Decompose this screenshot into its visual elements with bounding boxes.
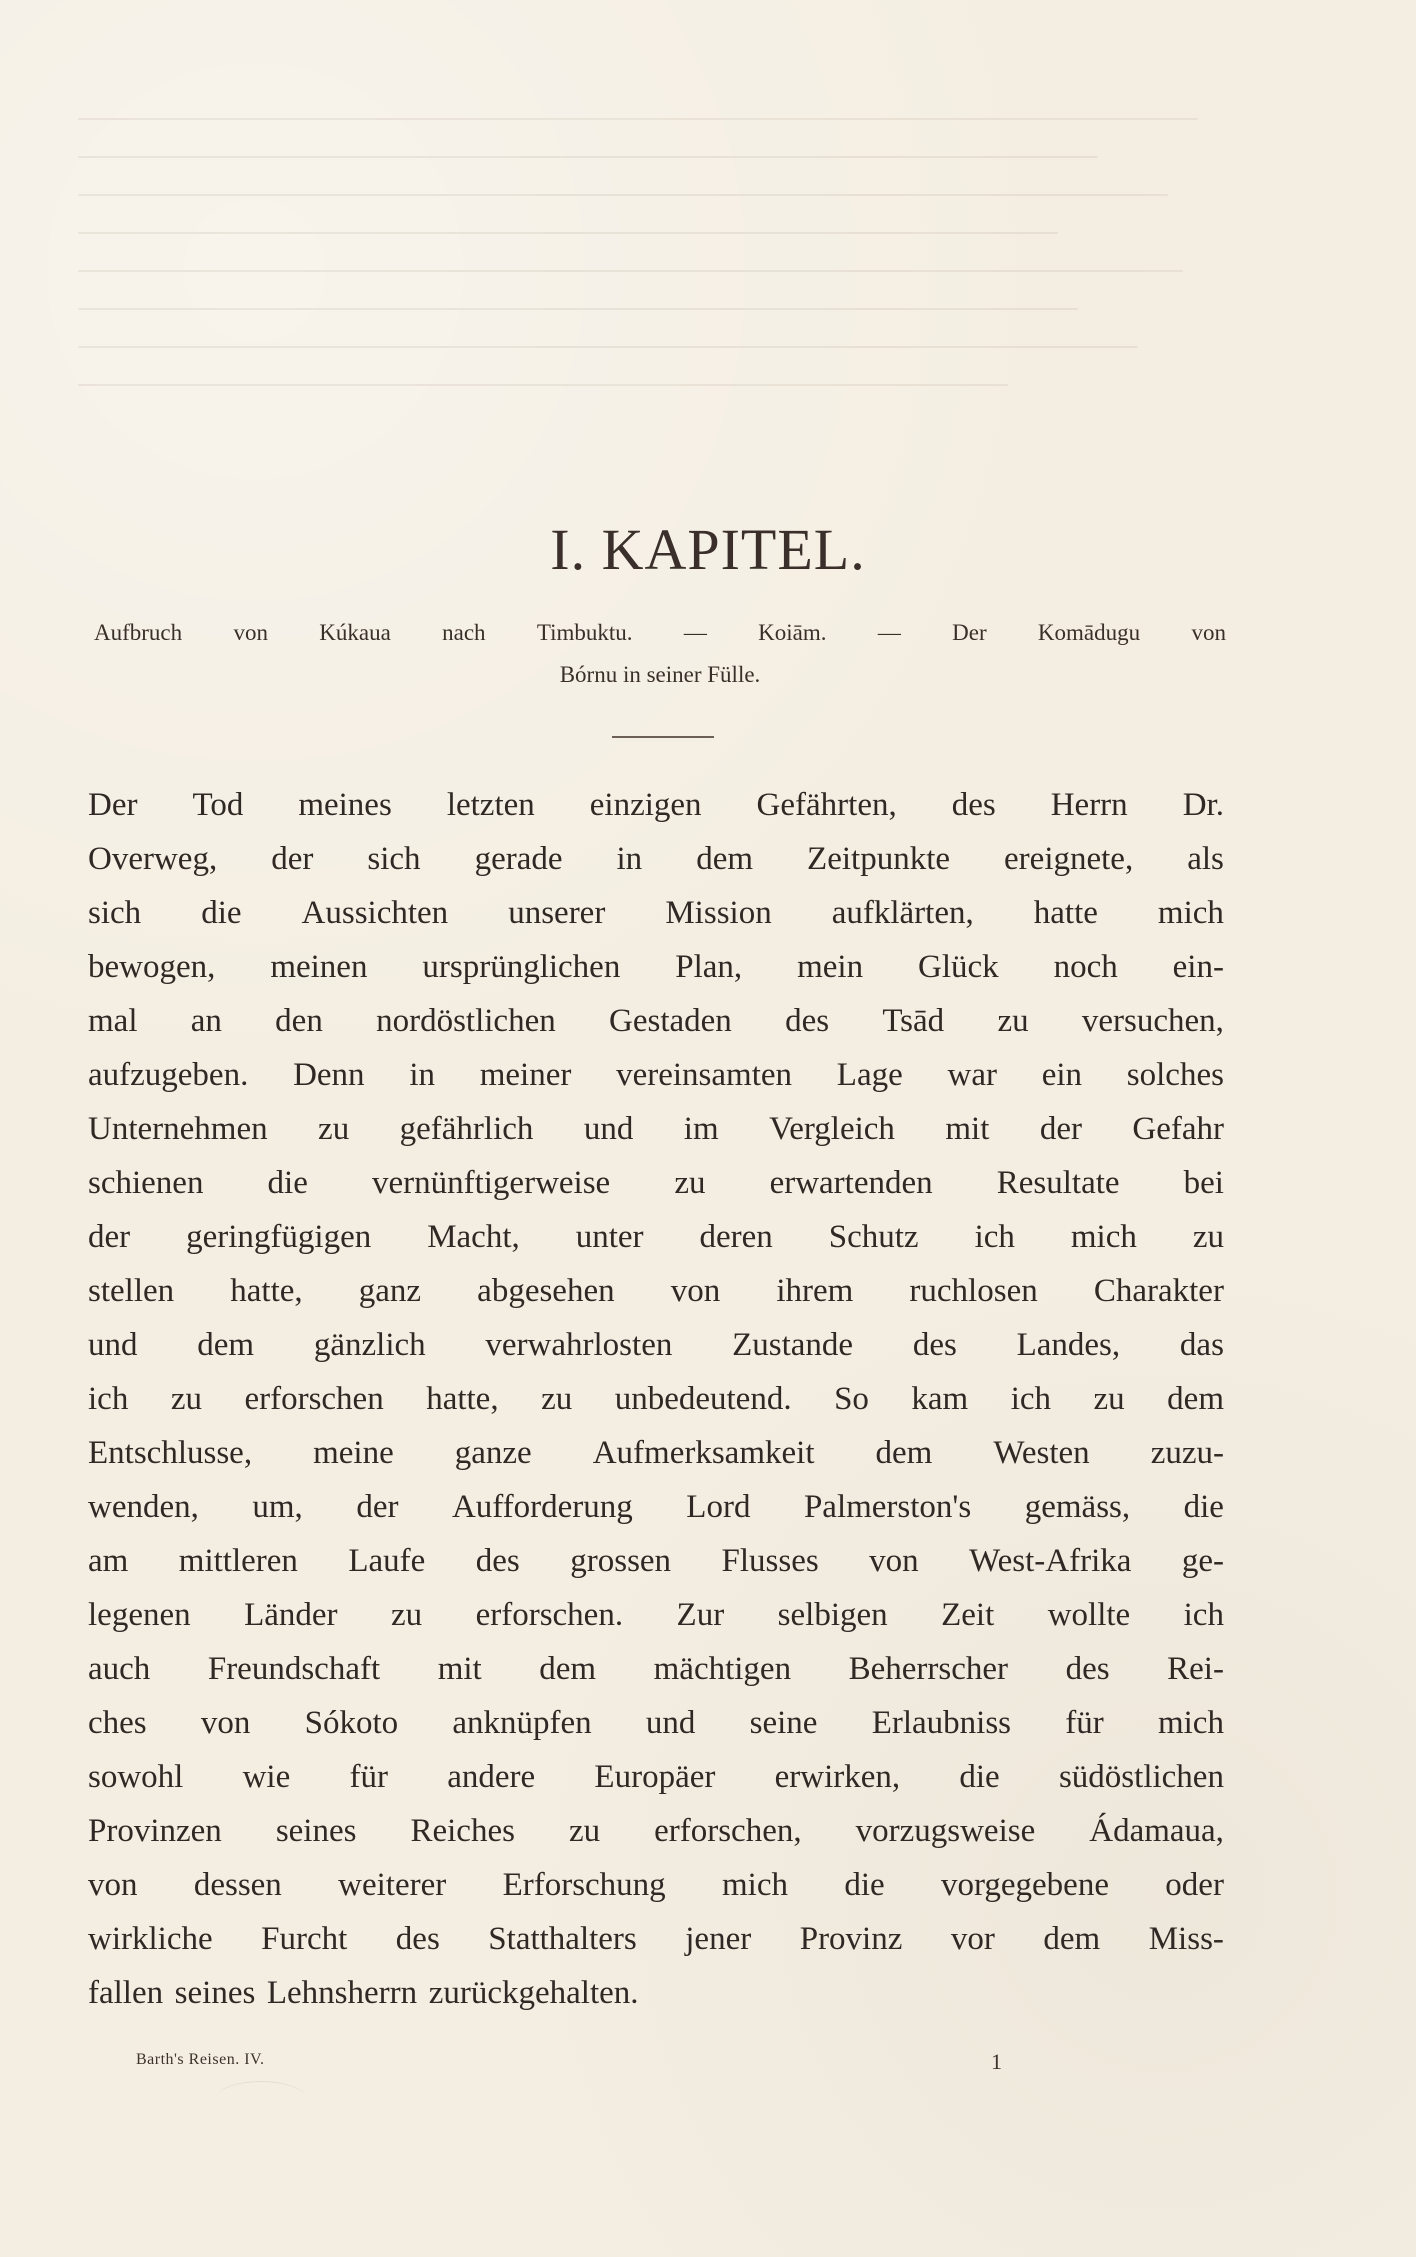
text-word: abgesehen [477,1273,615,1309]
page-footer [136,2049,1136,2079]
text-word: Rei- [1167,1651,1224,1687]
section-divider [612,736,714,738]
summary-word: nach [442,620,486,645]
text-word: Denn [293,1057,365,1093]
text-word: mich [722,1867,788,1903]
text-line [88,778,1224,832]
text-word: vorgegebene [940,1867,1109,1903]
text-word: sich [88,895,142,931]
text-word: mit [437,1651,482,1687]
text-word: der [1039,1111,1082,1147]
text-word: erforschen. [475,1597,624,1633]
text-word: aufzugeben. [88,1057,249,1093]
text-word: gefährlich [399,1111,534,1147]
text-word: zu [318,1111,350,1147]
text-word: vor [950,1921,995,1957]
text-line [88,1912,1224,1966]
text-word: unserer [508,895,606,931]
text-word: hatte, [426,1381,499,1417]
text-word: zu [170,1381,202,1417]
text-word: mal [88,1003,138,1039]
text-word: Reiches [410,1813,515,1849]
text-word: geringfügigen [186,1219,372,1255]
text-word: den [275,1003,323,1039]
text-line [88,1318,1224,1372]
text-word: ursprünglichen [422,949,621,985]
text-word: und [583,1111,634,1147]
text-line [88,1804,1224,1858]
text-word: weiterer [338,1867,447,1903]
text-word: dem [875,1435,933,1471]
text-word: Lehnsherrn [266,1975,418,2011]
text-word: Aufforderung [451,1489,633,1525]
text-word: gänzlich [313,1327,426,1363]
text-word: wollte [1047,1597,1131,1633]
text-line [88,832,1224,886]
text-line [88,1966,1224,2020]
text-word: grossen [570,1543,672,1579]
text-word: Lage [836,1057,903,1093]
text-word: bei [1183,1165,1224,1201]
text-word: erwartenden [769,1165,933,1201]
text-word: erforschen, [654,1813,802,1849]
text-word: einzigen [589,787,702,823]
text-word: zuzu- [1150,1435,1224,1471]
text-word: letzten [446,787,535,823]
text-word: die [201,895,242,931]
text-word: seines [275,1813,357,1849]
chapter-summary-line-2: Bórnu in seiner Fülle. [559,662,761,687]
text-word: erwirken, [774,1759,901,1795]
text-word: mich [1157,1705,1224,1741]
text-word: wenden, [88,1489,199,1525]
text-word: unter [575,1219,644,1255]
text-word: Westen [993,1435,1090,1471]
summary-word: von [1191,620,1226,645]
chapter-summary [94,612,1226,696]
text-word: deren [699,1219,773,1255]
text-word: Miss- [1148,1921,1224,1957]
text-word: dem [1167,1381,1224,1417]
text-word: von [88,1867,138,1903]
text-word: von [670,1273,721,1309]
text-word: Unternehmen [88,1111,268,1147]
text-word: zu [1093,1381,1125,1417]
text-word: die [959,1759,1000,1795]
summary-word: Der [952,620,987,645]
text-word: nordöstlichen [376,1003,556,1039]
text-word: Laufe [348,1543,426,1579]
text-word: Sókoto [304,1705,399,1741]
text-word: ge- [1181,1543,1224,1579]
text-word: bewogen, [88,949,216,985]
text-word: der [356,1489,399,1525]
text-word: im [683,1111,719,1147]
text-word: sowohl [88,1759,184,1795]
text-word: Palmerston's [803,1489,972,1525]
text-word: schienen [88,1165,204,1201]
text-word: verwahrlosten [485,1327,673,1363]
text-word: stellen [88,1273,175,1309]
text-line [88,1372,1224,1426]
text-line [88,1210,1224,1264]
text-word: ein- [1172,949,1224,985]
text-word: Herrn [1050,787,1128,823]
text-word: Gestaden [609,1003,732,1039]
text-line [88,1156,1224,1210]
text-word: südöstlichen [1058,1759,1224,1795]
text-word: dem [197,1327,255,1363]
text-word: ereignete, [1004,841,1134,877]
text-word: erforschen [244,1381,384,1417]
text-word: meinen [270,949,368,985]
text-word: meines [298,787,392,823]
text-word: die [1183,1489,1224,1525]
text-line [88,1534,1224,1588]
text-word: von [200,1705,251,1741]
text-word: vernünftigerweise [371,1165,611,1201]
text-word: Zeitpunkte [807,841,951,877]
text-word: Mission [665,895,772,931]
text-word: versuchen, [1081,1003,1224,1039]
text-word: wirkliche [88,1921,213,1957]
text-word: und [645,1705,696,1741]
text-word: andere [447,1759,536,1795]
body-text [88,778,1224,2020]
text-word: auch [88,1651,151,1687]
text-word: der [88,1219,131,1255]
summary-word: Aufbruch [94,620,183,645]
text-word: Zustande [732,1327,854,1363]
text-word: wie [242,1759,291,1795]
text-word: das [1179,1327,1224,1363]
text-line [88,1696,1224,1750]
text-word: noch [1053,949,1118,985]
text-word: Gefährten, [756,787,897,823]
text-word: als [1187,841,1224,877]
show-through-text [78,118,1328,498]
text-word: der [271,841,314,877]
text-word: ganz [358,1273,422,1309]
text-word: fallen [88,1975,164,2011]
text-word: zu [541,1381,573,1417]
text-word: Entschlusse, [88,1435,253,1471]
text-word: zu [674,1165,706,1201]
text-word: Tod [192,787,244,823]
text-word: seines [174,1975,256,2011]
text-word: am [88,1543,129,1579]
text-word: des [785,1003,830,1039]
text-word: gemäss, [1024,1489,1131,1525]
text-word: war [947,1057,997,1093]
text-word: Glück [918,949,999,985]
text-word: Freundschaft [207,1651,381,1687]
text-word: in [616,841,643,877]
text-word: zu [390,1597,423,1633]
text-word: an [190,1003,222,1039]
text-word: des [1065,1651,1110,1687]
text-word: dem [1043,1921,1101,1957]
text-word: Macht, [427,1219,520,1255]
text-word: ein [1041,1057,1083,1093]
text-word: Aufmerksamkeit [592,1435,815,1471]
text-line [88,1102,1224,1156]
text-word: zu [1192,1219,1224,1255]
text-word: und [88,1327,138,1363]
text-word: Overweg, [88,841,218,877]
summary-word: Komādugu [1037,620,1141,645]
text-word: hatte, [230,1273,303,1309]
text-word: Zur [676,1597,725,1633]
text-word: für [1065,1705,1104,1741]
text-line [88,1750,1224,1804]
text-word: selbigen [777,1597,888,1633]
text-word: Lord [686,1489,751,1525]
text-word: dem [539,1651,597,1687]
text-word: Tsād [882,1003,945,1039]
text-word: zu [568,1813,601,1849]
text-word: Flusses [721,1543,819,1579]
text-word: zu [997,1003,1029,1039]
text-word: meiner [479,1057,572,1093]
text-line [88,1588,1224,1642]
text-line [88,994,1224,1048]
text-word: des [951,787,996,823]
text-word: Provinzen [88,1813,222,1849]
text-word: Plan, [675,949,743,985]
text-word: legenen [88,1597,191,1633]
text-word: Schutz [828,1219,919,1255]
text-word: vorzugsweise [855,1813,1036,1849]
text-word: West-Afrika [969,1543,1132,1579]
summary-word: Kúkaua [319,620,391,645]
text-word: des [395,1921,440,1957]
text-line [88,940,1224,994]
text-word: ich [88,1381,129,1417]
summary-word: — [877,620,901,645]
paper-smudge [216,2081,306,2116]
chapter-summary-line-1 [94,612,1226,654]
text-word: mit [945,1111,990,1147]
text-word: Landes, [1016,1327,1121,1363]
text-word: Dr. [1182,787,1224,823]
summary-word: Koiām. [758,620,827,645]
text-word: kam [911,1381,969,1417]
text-word: Provinz [799,1921,903,1957]
text-word: dessen [193,1867,282,1903]
text-word: Beherrscher [848,1651,1009,1687]
text-word: ganze [454,1435,532,1471]
text-word: Charakter [1093,1273,1224,1309]
text-word: mich [1070,1219,1137,1255]
text-word: hatte [1033,895,1098,931]
text-word: Der [88,787,138,823]
text-word: meine [313,1435,394,1471]
text-word: Erlaubniss [871,1705,1012,1741]
text-word: des [912,1327,957,1363]
text-line [88,1048,1224,1102]
text-word: mein [797,949,864,985]
text-word: ihrem [776,1273,854,1309]
text-word: ich [974,1219,1015,1255]
text-word: mittleren [178,1543,298,1579]
text-word: Länder [244,1597,338,1633]
text-line [88,1480,1224,1534]
text-word: oder [1165,1867,1224,1903]
summary-word: von [233,620,268,645]
text-word: solches [1126,1057,1224,1093]
book-signature: Barth's Reisen. IV. [136,2051,265,2068]
text-word: Zeit [941,1597,995,1633]
text-word: in [409,1057,435,1093]
text-word: Furcht [261,1921,348,1957]
text-word: die [267,1165,308,1201]
chapter-title: I. KAPITEL. [550,517,866,582]
summary-word: — [683,620,707,645]
text-word: anknüpfen [452,1705,592,1741]
text-word: Ádamaua, [1089,1813,1224,1849]
text-word: vereinsamten [616,1057,793,1093]
text-line [88,886,1224,940]
summary-word: Timbuktu. [536,620,633,645]
text-word: für [349,1759,388,1795]
text-line [88,1858,1224,1912]
text-word: unbedeutend. [614,1381,792,1417]
page-number: 1 [991,2049,1002,2074]
text-word: sich [367,841,421,877]
text-word: mächtigen [653,1651,792,1687]
text-word: dem [696,841,754,877]
text-word: seine [749,1705,818,1741]
text-word: Vergleich [769,1111,895,1147]
text-word: gerade [474,841,563,877]
text-word: Resultate [996,1165,1120,1201]
text-word: jener [685,1921,752,1957]
text-word: ich [1183,1597,1224,1633]
text-word: aufklärten, [831,895,974,931]
text-word: zurückgehalten. [428,1975,639,2011]
text-word: von [869,1543,919,1579]
text-word: Aussichten [301,895,449,931]
text-word: Gefahr [1132,1111,1224,1147]
text-word: Statthalters [488,1921,637,1957]
text-word: die [844,1867,885,1903]
text-word: mich [1157,895,1224,931]
text-word: Erforschung [502,1867,666,1903]
text-word: So [834,1381,869,1417]
text-line [88,1264,1224,1318]
text-line [88,1426,1224,1480]
text-word: Europäer [594,1759,716,1795]
text-word: ruchlosen [909,1273,1038,1309]
text-word: des [475,1543,520,1579]
text-line [88,1642,1224,1696]
text-word: ich [1010,1381,1052,1417]
text-word: ches [88,1705,147,1741]
text-word: um, [252,1489,303,1525]
